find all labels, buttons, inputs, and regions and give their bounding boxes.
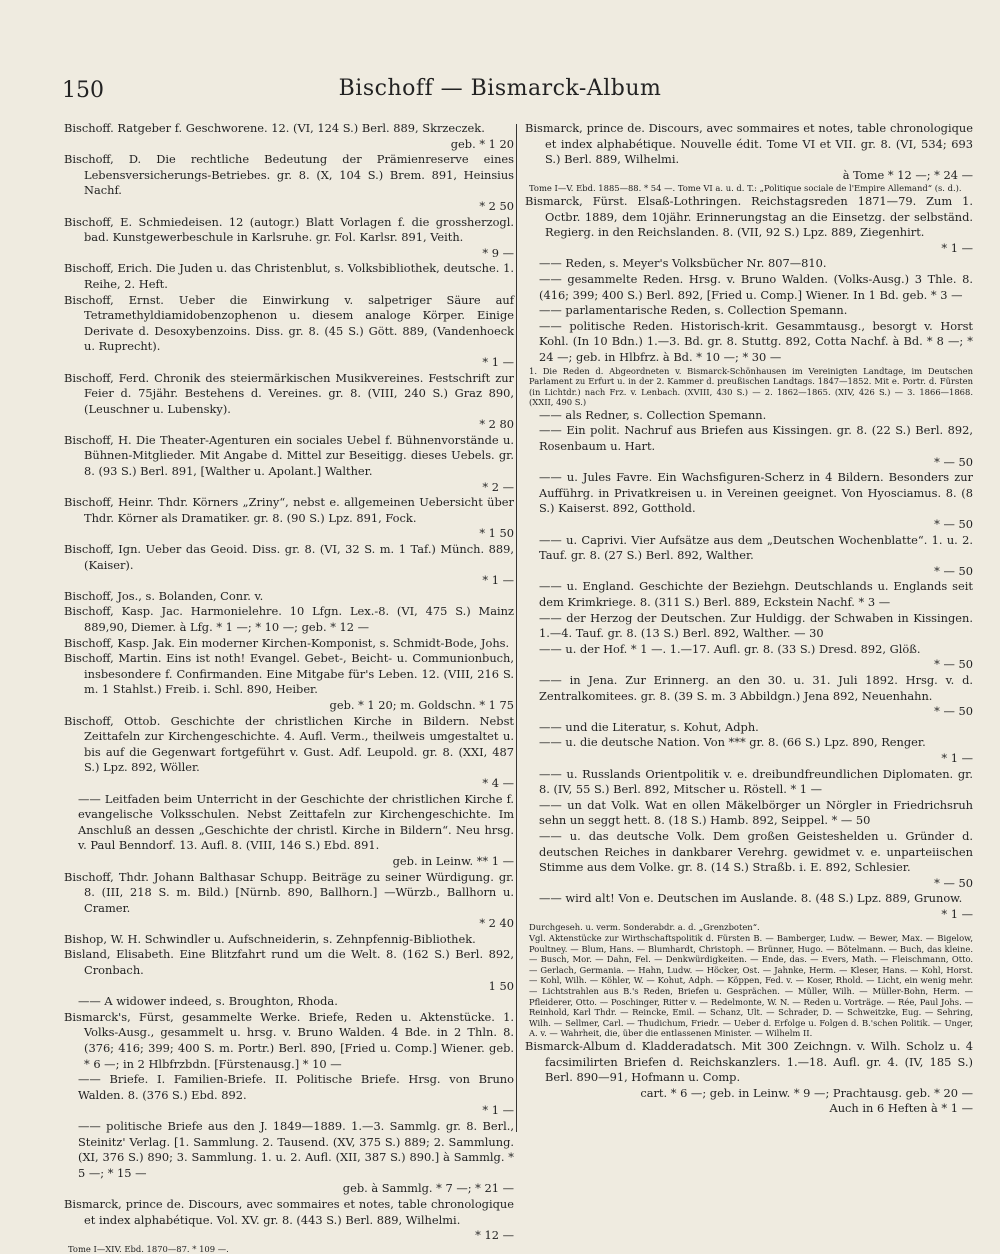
bibliography-entry [525,533,973,580]
entry-price: geb. * 1 20; m. Goldschn. * 1 75 [329,697,514,712]
entry-note: Vgl. Aktenstücke zur Wirthschaftspolitik d. Fürsten B. — Bamberger, Ludw. — Bewer, Max. — Bigelow, Poultney. — Blum, Hans. — Blumhardt, Christoph. — Brünner, Hugo. — Bötelmann. — Buch, das kleine. — Busch, Mor. — Dahn, Fel. — Denkwürdigkeiten. — Ende, das. — Evers, Math. — Fleischmann, Otto. — Gerlach, Germania. — Hahn, Ludw. — Höcker, Ost. — Jahnke, Herm. — Kleser, Hans. — Kohl, Horst. — Kohl, Wilh. — Köhler, W. — Kohut, Adph. — Köppen, Fed. v. — Koser, Rhold. — Licht, ein wenig mehr. — Lichtstrahlen aus B.'s Reden, Briefen u. Gesprächen. — Müller, Wilh. — Müller-Bohn, Herm. — Pfleiderer, Otto. — Poschinger, Ritter v. — Redelmonte, W. N. — Reden u. Vorträge. — Rée, Paul Johs. — Reinhold, Karl Thdr. — Reincke, Emil. — Schanz, Ult. — Schrader, D. — Schweitzke, Eug. — Sehring, Wilh. — Sellmer, Carl. — Thudichum, Friedr. — Ueber d. Erfolge u. Folgen d. B.'schen Politik. — Unger, A. v. — Wahrheit, die, über die entlassenen Minister. — Wilhelm II. [529,933,973,1039]
running-title: Bischoff — Bismarck-Album [338,76,662,101]
entry-text: —— Ein polit. Nachruf aus Briefen aus Kissingen. gr. 8. (22 S.) Berl. 892, Rosenbaum u. Hart. [539,423,973,454]
bibliography-entry [525,720,973,736]
bibliography-entry [525,121,973,183]
entry-text: —— u. der Hof. * 1 —. 1.—17. Aufl. gr. 8. (33 S.) Dresd. 892, Glöß. [539,641,921,656]
entry-text: Bismarck, prince de. Discours, avec sommaires et notes, table chronologique et index alphabétique. Vol. XV. gr. 8. (443 S.) Berl. 889, Wilhelmi. [64,1196,514,1227]
bibliography-entry [64,542,514,589]
bibliography-entry [64,651,514,713]
entry-text: Bismarck-Album d. Kladderadatsch. Mit 300 Zeichngn. v. Wilh. Scholz u. 4 facsimilirten Briefen d. Reichskanzlers. 1.—18. Aufl. gr. 4. (IV, 185 S.) Berl. 890—91, Hofmann u. Comp. [525,1039,973,1085]
entry-text: Bishop, W. H. Schwindler u. Aufschneiderin, s. Zehnpfennig-Bibliothek. [64,931,476,946]
entry-price: * — 50 [934,657,973,672]
bibliography-entry [64,714,514,792]
bibliography-entry [525,1101,973,1117]
entry-text: —— Leitfaden beim Unterricht in der Geschichte der christlichen Kirche f. evangelische Volksschulen. Nebst Zeittafeln zur Kirchengeschichte. Im Anschluß an dessen „Geschichte der christl. Kirche in Bildern“. Neu hrsg. v. Paul Benndorf. 13. Aufl. 8. (VIII, 146 S.) Ebd. 891. [78,791,514,853]
entry-price: 1 50 [488,978,514,993]
bibliography-entry [64,433,514,495]
bibliography-entry [64,121,514,152]
entry-price: * 2 40 [479,916,514,931]
entry-text: —— u. das deutsche Volk. Dem großen Geisteshelden u. Gründer d. deutschen Reiches in dankbarer Verehrg. gewidmet v. e. unparteiischen Stimme aus dem Volke. gr. 8. (14 S.) Straßb. i. E. 892, Schlesier. [539,828,973,875]
bibliography-entry [525,319,973,366]
entry-price: * — 50 [934,704,973,719]
entry-text: Bischoff, Jos., s. Bolanden, Conr. v. [64,588,264,603]
entry-text: —— politische Briefe aus den J. 1849—1889. 1.—3. Sammlg. gr. 8. Berl., Steinitz' Verlag. [1. Sammlung. 2. Tausend. (XV, 375 S.) 889; 2. Sammlung. (XI, 376 S.) 890; 3. Sammlung. 1. u. 2. Aufl. (XII, 387 S.) 890.] à Sammlg. * 5 —; * 15 — [78,1119,514,1180]
bibliography-entry [525,673,973,720]
bibliography-entry [64,215,514,262]
entry-text: Bismarck, prince de. Discours, avec sommaires et notes, table chronologique et index alphabétique. Nouvelle édit. Tome VI et VII. gr. 8. (VI, 534; 693 S.) Berl. 889, Wilhelmi. [525,121,973,167]
entry-text: —— un dat Volk. Wat en ollen Mäkelbörger un Nörgler in Friedrichsruh sehn un seggt hett. 8. (18 S.) Hamb. 892, Seippel. * — 50 [539,797,973,828]
entry-price: geb. à Sammlg. * 7 —; * 21 — [342,1181,514,1196]
bibliography-entry [525,1039,973,1101]
entry-price: * 1 — [941,906,973,921]
bibliography-entry [525,642,973,673]
entry-text: Bischoff, Ernst. Ueber die Einwirkung v. salpetriger Säure auf Tetramethyldiamidobenzophenon u. diesem analoge Körper. Einige Derivate d. Desoxybenzoins. Diss. gr. 8. (45 S.) Gött. 889, (Vandenhoeck u. Ruprecht). [64,292,514,354]
entry-text: —— gesammelte Reden. Hrsg. v. Bruno Walden. (Volks-Ausg.) 3 Thle. 8. (416; 399; 400 S.) Berl. 892, [Fried u. Comp.] Wiener. In 1 Bd. geb. * 3 — [539,271,973,302]
entry-text: Bismarck's, Fürst, gesammelte Werke. Briefe, Reden u. Aktenstücke. 1. Volks-Ausg., gesammelt u. hrsg. v. Bruno Walden. 4 Bde. in 2 Thln. 8. (376; 416; 399; 400 S. m. Portr.) Berl. 890, [Fried u. Comp.] Wiener. geb. * 6 —; in 2 Hlbfrzbdn. [Fürstenausg.] * 10 — [64,1009,514,1071]
entry-price: * 9 — [482,245,514,260]
entry-price: * 4 — [482,775,514,790]
entry-price: à Tome * 12 —; * 24 — [842,167,973,182]
bibliography-entry [64,261,514,292]
entry-text: —— in Jena. Zur Erinnerg. an den 30. u. 31. Juli 1892. Hrsg. v. d. Zentralkomitees. gr. 8. (39 S. m. 3 Abbildgn.) Jena 892, Neuenhahn. [539,672,973,703]
column-divider [516,124,517,1132]
entry-text: Bisland, Elisabeth. Eine Blitzfahrt rund um die Welt. 8. (162 S.) Berl. 892, Cronbach. [64,947,514,978]
bibliography-entry [525,611,973,642]
bibliography-entry [525,194,973,256]
right-column [525,121,973,1117]
bibliography-entry [525,272,973,303]
bibliography-entry [64,1010,514,1072]
entry-text: —— der Herzog der Deutschen. Zur Huldigg. der Schwaben in Kissingen. 1.—4. Tauf. gr. 8. (13 S.) Berl. 892, Walther. — 30 [539,610,973,641]
bibliography-entry [525,767,973,798]
entry-price: geb. in Leinw. ** 1 — [392,853,514,868]
bibliography-entry [64,1197,514,1244]
entry-text: Bischoff, D. Die rechtliche Bedeutung der Prämienreserve eines Lebensversicherungs-Betriebes. gr. 8. (X, 104 S.) Brem. 891, Heinsius Nachf. [64,152,514,198]
entry-text: Bischoff, Ottob. Geschichte der christlichen Kirche in Bildern. Nebst Zeittafeln zur Kirchengeschichte. 4. Aufl. Verm., theilweis umgestaltet u. bis auf die Gegenwart fortgeführt v. Gust. Adf. Leupold. gr. 8. (XXI, 487 S.) Lpz. 892, Wöller. [64,713,514,775]
entry-price: * 2 50 [479,198,514,213]
bibliography-entry [64,947,514,994]
bibliography-entry [525,423,973,470]
entry-text: —— Reden, s. Meyer's Volksbücher Nr. 807—810. [539,256,827,271]
entry-price: * 2 — [482,479,514,494]
bibliography-entry [525,256,973,272]
entry-price: cart. * 6 —; geb. in Leinw. * 9 —; Prachtausg. geb. * 20 — [640,1085,973,1100]
bibliography-entry [64,994,514,1010]
entry-note: 1. Die Reden d. Abgeordneten v. Bismarck-Schönhausen im Vereinigten Landtage, im Deutschen Parlament zu Erfurt u. in der 2. Kammer d. preußischen Landtags. 1847—1852. Mit e. Portr. d. Fürsten (in Lichtdr.) nach Frz. v. Lenbach. (XVIII, 430 S.) — 2. 1862—1865. (XIV, 426 S.) — 3. 1866—1868. (XXII, 490 S.) [529,365,973,408]
bibliography-entry [525,798,973,829]
entry-price: * — 50 [934,875,973,890]
entry-text: Bischoff, E. Schmiedeisen. 12 (autogr.) Blatt Vorlagen f. die grossherzogl. bad. Kunstgewerbeschule in Karlsruhe. gr. Fol. Karlsr. 891, Veith. [64,214,514,245]
entry-text: Bischoff, Kasp. Jak. Ein moderner Kirchen-Komponist, s. Schmidt-Bode, Johs. [64,635,510,650]
bibliography-entry [64,636,514,652]
entry-price: * 1 — [482,1103,514,1118]
entry-price: * 1 50 [479,526,514,541]
entry-text: Bischoff, Martin. Eins ist noth! Evangel. Gebet-, Beicht- u. Communionbuch, insbesondere f. Confirmanden. Eine Mitgabe für's Leben. 12. (VIII, 216 S. m. 1 Stahlst.) Freib. i. Schl. 890, Heiber. [64,651,514,697]
bibliography-entry [64,1072,514,1119]
entry-text: —— wird alt! Von e. Deutschen im Auslande. 8. (48 S.) Lpz. 889, Grunow. [539,891,963,906]
entry-text: —— A widower indeed, s. Broughton, Rhoda. [78,994,338,1009]
entry-price: * — 50 [934,454,973,469]
page-number: 150 [62,78,104,103]
bibliography-entry [525,829,973,891]
bibliography-entry [525,470,973,532]
entry-price: * 12 — [475,1228,514,1243]
entry-text: Bischoff, Heinr. Thdr. Körners „Zriny“, nebst e. allgemeinen Uebersicht über Thdr. Körner als Dramatiker. gr. 8. (90 S.) Lpz. 891, Fock. [64,495,514,525]
entry-text: —— politische Reden. Historisch-krit. Gesammtausg., besorgt v. Horst Kohl. (In 10 Bdn.) 1.—3. Bd. gr. 8. Stuttg. 892, Cotta Nachf. à Bd. * 8 —; * 24 —; geb. in Hlbfrz. à Bd. * 10 —; * 30 — [539,318,973,364]
entry-note: Tome I—V. Ebd. 1885—88. * 54 —. Tome VI a. u. d. T.: „Politique sociale de l'Empire Allemand“ (s. d.). [529,183,962,194]
bibliography-entry [525,735,973,766]
entry-text: Bischoff, Erich. Die Juden u. das Christenblut, s. Volksbibliothek, deutsche. 1. Reihe, 2. Heft. [64,261,514,291]
bibliography-entry [64,870,514,932]
bibliography-entry [64,293,514,371]
bibliography-entry [64,589,514,605]
entry-price: * 1 — [482,354,514,369]
bibliography-entry [64,371,514,433]
entry-price: * 1 — [482,573,514,588]
entry-text: Bischoff, H. Die Theater-Agenturen ein sociales Uebel f. Bühnenvorstände u. Bühnen-Mitglieder. Mit Angabe d. Mittel zur Beseitigg. dieses Uebels. gr. 8. (93 S.) Berl. 891, [Walther u. Apolant.] Walther. [64,432,514,479]
entry-text: —— u. Jules Favre. Ein Wachsfiguren-Scherz in 4 Bildern. Besonders zur Aufführg. in Privatkreisen u. in Vereinen geeignet. Von Hyosciamus. 8. (8 S.) Kaiserst. 892, Gotthold. [539,470,973,516]
entry-price: * — 50 [934,517,973,532]
entry-text: —— als Redner, s. Collection Spemann. [539,407,767,422]
entry-text: Bischoff. Ratgeber f. Geschworene. 12. (VI, 124 S.) Berl. 889, Skrzeczek. [64,121,485,135]
entry-text: Bischoff, Kasp. Jac. Harmonielehre. 10 Lfgn. Lex.-8. (VI, 475 S.) Mainz 889,90, Diemer. à Lfg. * 1 —; * 10 —; geb. * 12 — [64,604,514,634]
entry-price: * — 50 [934,563,973,578]
bibliography-entry [64,1119,514,1197]
entry-text: Auch in 6 Heften à * 1 — [829,1101,973,1116]
entry-text: —— Briefe. I. Familien-Briefe. II. Politische Briefe. Hrsg. von Bruno Walden. 8. (376 S.) Ebd. 892. [78,1072,514,1102]
bibliography-entry [64,932,514,948]
bibliography-entry [64,604,514,635]
entry-note: Tome I—XIV. Ebd. 1870—87. * 109 —. [68,1243,229,1254]
entry-text: —— u. England. Geschichte der Beziehgn. Deutschlands u. Englands seit dem Krimkriege. 8. (311 S.) Berl. 889, Eckstein Nachf. * 3 — [539,579,973,609]
entry-text: Bischoff, Ign. Ueber das Geoid. Diss. gr. 8. (VI, 32 S. m. 1 Taf.) Münch. 889, (Kaiser). [64,542,514,572]
bibliography-entry [525,303,973,319]
entry-text: Bismarck, Fürst. Elsaß-Lothringen. Reichstagsreden 1871—79. Zum 1. Octbr. 1889, dem 10jähr. Erinnerungstag an die Einsetzg. der selbständ. Regierg. in den Reichslanden. 8. (VII, 92 S.) Lpz. 889, Ziegenhirt. [525,193,973,240]
bibliography-entry [64,495,514,542]
entry-text: Bischoff, Ferd. Chronik des steiermärkischen Musikvereines. Festschrift zur Feier d. 75jähr. Bestehens d. Vereines. gr. 8. (VIII, 240 S.) Graz 890, (Leuschner u. Lubensky). [64,370,514,416]
entry-price: * 1 — [941,240,973,255]
entry-text: —— u. Russlands Orientpolitik v. e. dreibundfreundlichen Diplomaten. gr. 8. (IV, 55 S.) Berl. 892, Mitscher u. Röstell. * 1 — [539,766,973,797]
bibliography-entry [64,152,514,214]
entry-text: —— und die Literatur, s. Kohut, Adph. [539,719,759,734]
entry-note: Durchgeseh. u. verm. Sonderabdr. a. d. „Grenzboten“. [529,922,760,933]
bibliography-entry [525,408,973,424]
entry-price: * 1 — [941,750,973,765]
entry-text: —— u. die deutsche Nation. Von *** gr. 8. (66 S.) Lpz. 890, Renger. [539,735,926,750]
bibliography-entry [64,792,514,870]
entry-text: —— u. Caprivi. Vier Aufsätze aus dem „Deutschen Wochenblatte“. 1. u. 2. Tauf. gr. 8. (27 S.) Berl. 892, Walther. [539,532,973,563]
entry-text: Bischoff, Thdr. Johann Balthasar Schupp. Beiträge zu seiner Würdigung. gr. 8. (III, 218 S. m. Bild.) [Nürnb. 890, Ballhorn.] —Würzb., Ballhorn u. Cramer. [64,869,514,915]
entry-price: geb. * 1 20 [450,136,514,151]
left-column [64,121,514,1254]
bibliography-entry [525,579,973,610]
entry-text: —— parlamentarische Reden, s. Collection Spemann. [539,303,848,318]
entry-price: * 2 80 [479,417,514,432]
bibliography-entry [525,891,973,922]
